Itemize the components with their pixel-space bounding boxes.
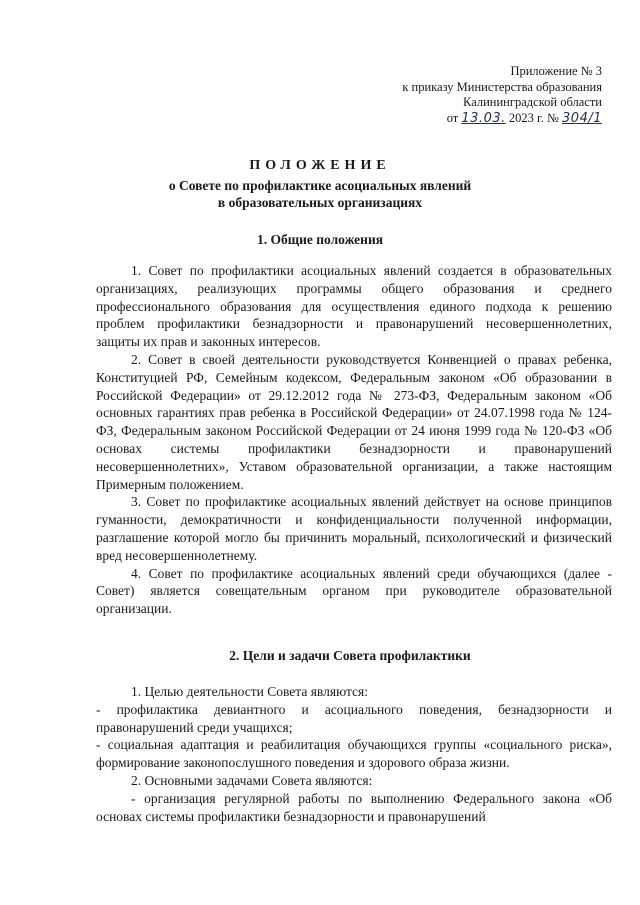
handwritten-date: 13.03.: [461, 110, 506, 126]
date-mid: 2023 г. №: [508, 110, 559, 125]
handwritten-number: 304/1: [562, 110, 602, 126]
document-subtitle-line-1: о Совете по профилактике асоциальных явлений: [168, 178, 472, 193]
annex-date-line: [380, 111, 602, 127]
annex-block: [380, 64, 602, 126]
paragraph-1-1: 1. Совет по профилактики асоциальных явлений создается в образовательных организациях, реализующих программы общего образования и среднего профессионального образования для осуществления единого подхода к решению проблем профилактики безнадзорности и правонарушений несовершеннолетних, защиты их прав и законных интересов.: [96, 263, 612, 350]
paragraph-1-2: 2. Совет в своей деятельности руководствуется Конвенцией о правах ребенка, Конституцией РФ, Семейным кодексом, Федеральным законом «Об образовании в Российской Федерации» от 29.12.2012 года № 273-ФЗ, Федеральным законом «Об основных гарантиях прав ребенка в Российской Федерации» от 24.07.1998 года № 124-ФЗ, Федеральным законом Российской Федерации от 24 июня 1999 года № 120-ФЗ «Об основах системы профилактики безнадзорности и правонарушений несовершеннолетних», Уставом образовательной организации, а также настоящим Примерным положением.: [96, 351, 612, 492]
annex-line-3: Калининградской области: [463, 95, 602, 109]
annex-line-2: к приказу Министерства образования: [402, 79, 602, 94]
document-title: ПОЛОЖЕНИЕ: [249, 158, 391, 173]
section-2-body: [96, 683, 612, 825]
annex-line-1: Приложение № 3: [510, 64, 602, 78]
paragraph-1-4: 4. Совет по профилактике асоциальных явлений среди обучающихся (далее - Совет) является совещательным органом при руководителе образовательной организации.: [96, 565, 612, 617]
paragraph-1-3: 3. Совет по профилактике асоциальных явлений действует на основе принципов гуманности, демократичности и конфиденциальности полученной информации, разглашение которой могло бы причинить моральный, психологический и физический вред несовершеннолетнему.: [96, 494, 612, 563]
paragraph-2-5: - организация регулярной работы по выполнению Федерального закона «Об основах системы профилактики безнадзорности и правонарушений: [96, 790, 612, 824]
date-prefix: от: [446, 110, 459, 125]
paragraph-2-3: - социальная адаптация и реабилитация обучающихся группы «социального риска», формирование законопослушного поведения и здорового образа жизни.: [96, 737, 612, 771]
section-1-body: [96, 262, 612, 618]
document-subtitle-line-2: в образовательных организациях: [217, 195, 423, 210]
paragraph-2-4: 2. Основными задачами Совета являются:: [131, 772, 373, 788]
section-2-heading: 2. Цели и задачи Совета профилактики: [229, 648, 471, 663]
paragraph-2-2: - профилактика девиантного и асоциального поведения, безнадзорности и правонарушений среди учащихся;: [96, 701, 612, 735]
paragraph-2-1: 1. Целью деятельности Совета являются:: [131, 684, 369, 699]
section-1-heading: 1. Общие положения: [256, 232, 384, 247]
